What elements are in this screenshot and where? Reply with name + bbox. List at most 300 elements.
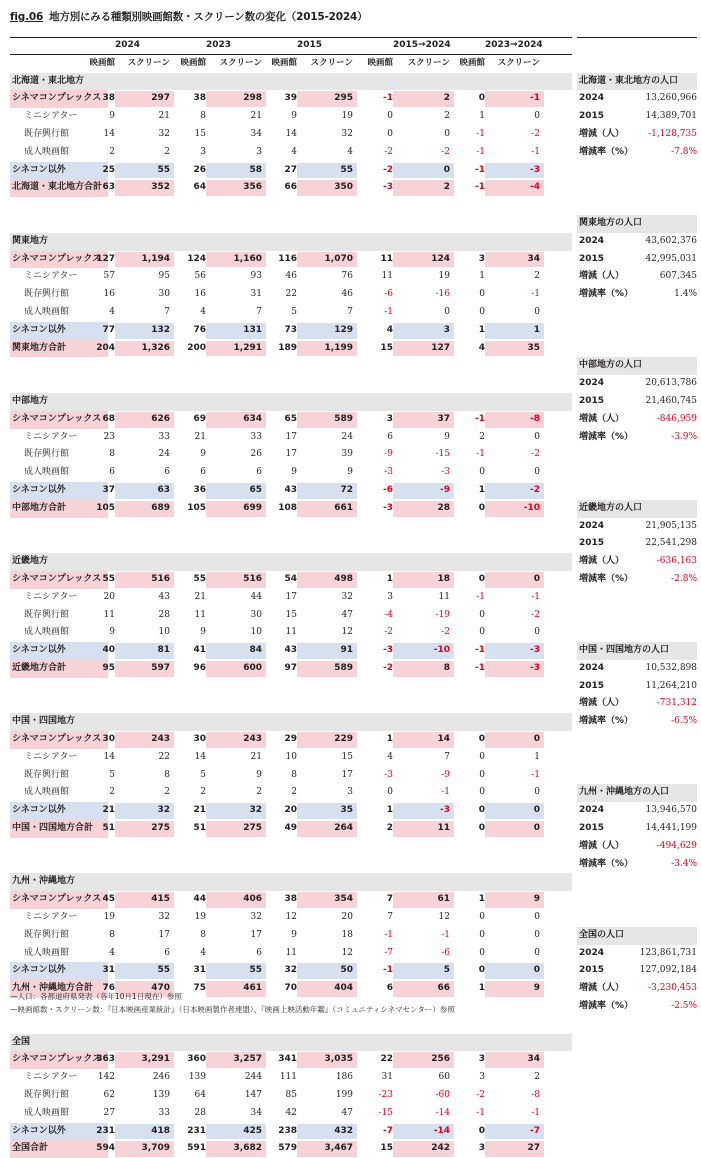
pop-label: 増減率（%） [579, 716, 634, 727]
value-cell: 75 [193, 983, 206, 994]
value-cell: 661 [334, 502, 353, 513]
value-cell: -1 [531, 1107, 540, 1118]
value-cell: 1 [534, 751, 540, 762]
value-cell: 2 [444, 111, 450, 122]
value-cell: 8 [109, 449, 115, 460]
pop-row [577, 678, 697, 696]
region-total-row [10, 500, 572, 518]
cinema-complex-row [10, 251, 572, 269]
sub-category-row [10, 589, 572, 607]
sub-category-row [10, 1105, 572, 1123]
row-label: 既存興行館 [24, 769, 70, 780]
pop-spacer [577, 162, 697, 180]
value-cell: 28 [194, 1107, 206, 1118]
row-label: ミニシアター [24, 431, 78, 442]
value-cell: 200 [187, 342, 206, 353]
value-cell: 91 [340, 645, 353, 656]
value-cell: 12 [285, 912, 297, 923]
value-cell: 15 [380, 342, 393, 353]
non-cinecon-row [10, 802, 572, 820]
value-cell: -3 [384, 467, 393, 478]
value-cell: -3 [441, 467, 450, 478]
value-cell: 1 [478, 894, 485, 905]
value-cell: 73 [284, 324, 297, 335]
pop-spacer [577, 304, 697, 322]
value-cell: 19 [438, 271, 450, 282]
value-cell: 96 [193, 662, 206, 673]
sub-category-row [10, 624, 572, 642]
period-header-row [10, 37, 572, 55]
pop-value: 42,995,031 [645, 253, 697, 264]
value-cell: 29 [284, 734, 297, 745]
value-cell: -7 [384, 947, 393, 958]
value-cell: 15 [194, 128, 206, 139]
value-cell: -1 [441, 929, 450, 940]
pop-title [577, 215, 697, 233]
row-label: 既存興行館 [24, 609, 70, 620]
sub-category-row [10, 1087, 572, 1105]
spacer [10, 357, 572, 375]
value-cell: 6 [109, 467, 115, 478]
row-label: 北海道・東北地方合計 [10, 179, 108, 197]
region-name: 全国 [12, 1036, 31, 1047]
pop-spacer [577, 767, 697, 785]
pop-value: -636,163 [656, 556, 697, 567]
value-cell: 38 [193, 93, 206, 104]
value-cell: 38 [284, 894, 297, 905]
pop-value: 13,260,966 [645, 93, 697, 104]
value-cell: 47 [341, 609, 353, 620]
region-name: 関東地方 [12, 235, 49, 246]
value-cell: 22 [158, 751, 170, 762]
pop-spacer [577, 589, 697, 607]
cinema-complex-row [10, 90, 572, 108]
value-cell: 4 [109, 306, 115, 317]
value-cell: 0 [479, 912, 485, 923]
region-name: 近畿地方 [12, 556, 49, 567]
unit-header: 映画館 [180, 57, 206, 68]
value-cell: 21 [250, 751, 262, 762]
value-cell: -8 [531, 1090, 540, 1101]
value-cell: 27 [527, 1143, 540, 1154]
value-cell: -2 [384, 627, 393, 638]
value-cell: -1 [476, 449, 485, 460]
value-cell: 32 [341, 128, 353, 139]
value-cell: 352 [151, 182, 170, 193]
value-cell: 189 [278, 342, 297, 353]
value-cell: -1 [476, 146, 485, 157]
pop-value: -7.8% [671, 146, 697, 157]
value-cell: 0 [479, 751, 485, 762]
value-cell: 1 [386, 573, 393, 584]
value-cell: 1 [386, 734, 393, 745]
value-cell: 0 [478, 502, 485, 513]
pop-label: 2015 [579, 395, 605, 406]
pop-row [577, 838, 697, 856]
unit-header: 映画館 [459, 57, 485, 68]
cinema-complex-row [10, 891, 572, 909]
value-cell: 18 [341, 929, 353, 940]
pop-value: 127,092,184 [639, 965, 697, 976]
value-cell: 0 [444, 306, 450, 317]
value-cell: 6 [164, 947, 170, 958]
value-cell: 406 [243, 894, 262, 905]
value-cell: 127 [431, 342, 450, 353]
pop-label: 2024 [579, 235, 605, 246]
value-cell: -2 [531, 609, 540, 620]
value-cell: 10 [158, 627, 170, 638]
spacer [10, 215, 572, 233]
value-cell: 55 [340, 164, 353, 175]
sub-category-row [10, 126, 572, 144]
value-cell: 1 [479, 271, 485, 282]
row-label: シネコン以外 [10, 322, 108, 340]
spacer [10, 678, 572, 696]
pop-label: 増減（人） [579, 698, 625, 709]
value-cell: 3,035 [324, 1054, 353, 1065]
row-label: ミニシアター [24, 751, 78, 762]
value-cell: 46 [341, 289, 353, 300]
sub-category-row [10, 784, 572, 802]
value-cell: 4 [291, 146, 297, 157]
value-cell: 25 [102, 164, 115, 175]
pop-row [577, 802, 697, 820]
value-cell: 21 [193, 805, 206, 816]
sub-category-row [10, 286, 572, 304]
value-cell: 2 [534, 1072, 540, 1083]
value-cell: 2 [443, 93, 450, 104]
value-cell: 8 [291, 769, 297, 780]
row-label: シネコン以外 [10, 962, 108, 980]
region-total-row [10, 1140, 572, 1158]
row-label: ミニシアター [24, 591, 78, 602]
value-cell: 0 [479, 787, 485, 798]
region-header [10, 713, 572, 731]
value-cell: 297 [151, 93, 170, 104]
value-cell: 298 [243, 93, 262, 104]
pop-value: -3.9% [671, 431, 697, 442]
value-cell: -4 [530, 182, 540, 193]
period-header: 2015 [297, 40, 323, 50]
value-cell: 4 [386, 324, 393, 335]
value-cell: 54 [284, 573, 297, 584]
value-cell: -2 [531, 449, 540, 460]
value-cell: -60 [435, 1090, 450, 1101]
value-cell: 58 [249, 164, 262, 175]
value-cell: 3 [479, 1072, 485, 1083]
region-header [10, 553, 572, 571]
value-cell: 11 [437, 823, 450, 834]
pop-row [577, 518, 697, 536]
value-cell: 7 [386, 894, 393, 905]
pop-label: 増減率（%） [579, 1001, 634, 1012]
value-cell: 108 [278, 502, 297, 513]
pop-title [577, 73, 697, 91]
value-cell: 516 [151, 573, 170, 584]
region-total-row [10, 820, 572, 838]
row-label: 成人映画館 [24, 947, 70, 958]
value-cell: 64 [194, 1090, 206, 1101]
value-cell: -1 [531, 591, 540, 602]
value-cell: 231 [96, 1125, 115, 1136]
value-cell: 1 [478, 324, 485, 335]
pop-row [577, 108, 697, 126]
pop-label: 2024 [579, 805, 605, 816]
pop-title [577, 642, 697, 660]
population-table [577, 37, 697, 1016]
pop-spacer [577, 340, 697, 358]
value-cell: 2 [534, 271, 540, 282]
value-cell: 81 [157, 645, 170, 656]
value-cell: 10 [250, 627, 262, 638]
value-cell: 275 [151, 823, 170, 834]
value-cell: 4 [200, 947, 206, 958]
sub-category-row [10, 767, 572, 785]
unit-header: 映画館 [271, 57, 297, 68]
value-cell: 0 [443, 164, 450, 175]
value-cell: 24 [341, 431, 353, 442]
value-cell: 15 [341, 751, 353, 762]
value-cell: 44 [250, 591, 262, 602]
pop-title [577, 357, 697, 375]
value-cell: 147 [244, 1090, 262, 1101]
pop-title-text: 中部地方の人口 [579, 360, 643, 371]
value-cell: 17 [285, 431, 297, 442]
header-rule [10, 37, 572, 38]
pop-spacer [577, 873, 697, 891]
pop-spacer [577, 731, 697, 749]
value-cell: 0 [444, 128, 450, 139]
sub-category-row [10, 429, 572, 447]
pop-row [577, 553, 697, 571]
unit-header: スクリーン [310, 57, 353, 68]
value-cell: -7 [530, 1125, 540, 1136]
value-cell: 22 [285, 289, 297, 300]
value-cell: 418 [151, 1125, 170, 1136]
value-cell: 626 [151, 413, 170, 424]
pop-value: -2.5% [671, 1001, 697, 1012]
value-cell: 35 [527, 342, 540, 353]
value-cell: 27 [103, 1107, 115, 1118]
value-cell: 0 [534, 787, 540, 798]
sub-category-row [10, 749, 572, 767]
value-cell: 9 [444, 431, 450, 442]
value-cell: 124 [187, 253, 206, 264]
value-cell: 17 [285, 449, 297, 460]
pop-row [577, 411, 697, 429]
pop-label: 2015 [579, 538, 605, 549]
value-cell: 231 [187, 1125, 206, 1136]
value-cell: 18 [437, 573, 450, 584]
value-cell: 4 [387, 751, 393, 762]
value-cell: 264 [334, 823, 353, 834]
value-cell: 3 [200, 146, 206, 157]
row-label: ミニシアター [24, 271, 78, 282]
value-cell: 3,709 [141, 1143, 170, 1154]
value-cell: 76 [341, 271, 353, 282]
value-cell: 14 [437, 734, 450, 745]
value-cell: 142 [97, 1072, 115, 1083]
pop-row [577, 535, 697, 553]
period-header: 2024 [115, 40, 141, 50]
row-label: シネコン以外 [10, 802, 108, 820]
pop-label: 増減（人） [579, 413, 625, 424]
value-cell: 243 [151, 734, 170, 745]
pop-row [577, 233, 697, 251]
value-cell: 600 [243, 662, 262, 673]
value-cell: 5 [443, 965, 450, 976]
value-cell: 30 [250, 609, 262, 620]
row-label: 中国・四国地方合計 [10, 820, 108, 838]
pop-label: 2024 [579, 947, 605, 958]
value-cell: -7 [383, 1125, 393, 1136]
value-cell: -2 [383, 164, 393, 175]
value-cell: 356 [243, 182, 262, 193]
pop-label: 増減（人） [579, 556, 625, 567]
value-cell: 11 [285, 947, 297, 958]
value-cell: 594 [96, 1143, 115, 1154]
value-cell: 0 [479, 467, 485, 478]
value-cell: -6 [441, 947, 450, 958]
value-cell: 1 [533, 324, 540, 335]
value-cell: 46 [285, 271, 297, 282]
pop-label: 2015 [579, 253, 605, 264]
value-cell: 139 [188, 1072, 206, 1083]
cinema-complex-row [10, 731, 572, 749]
pop-spacer [577, 322, 697, 340]
pop-row [577, 980, 697, 998]
pop-label: 2015 [579, 680, 605, 691]
value-cell: 9 [109, 111, 115, 122]
pop-spacer [577, 607, 697, 625]
pop-value: 11,264,210 [645, 680, 697, 691]
row-label: シネコン以外 [10, 162, 108, 180]
value-cell: 0 [533, 823, 540, 834]
value-cell: 49 [284, 823, 297, 834]
value-cell: -1 [383, 965, 393, 976]
value-cell: -2 [383, 662, 393, 673]
pop-label: 2015 [579, 823, 605, 834]
value-cell: 32 [250, 912, 262, 923]
value-cell: 50 [340, 965, 353, 976]
value-cell: 2 [256, 787, 262, 798]
value-cell: 7 [256, 306, 262, 317]
value-cell: -3 [384, 769, 393, 780]
value-cell: 3 [386, 413, 393, 424]
pop-row [577, 571, 697, 589]
unit-header-row [10, 55, 572, 73]
value-cell: 11 [381, 271, 393, 282]
value-cell: 2 [443, 182, 450, 193]
unit-header: 映画館 [89, 57, 115, 68]
pop-spacer [577, 749, 697, 767]
spacer [10, 695, 572, 713]
value-cell: -3 [383, 502, 393, 513]
value-cell: 3,257 [233, 1054, 262, 1065]
value-cell: 3 [443, 324, 450, 335]
value-cell: 77 [102, 324, 115, 335]
spacer [10, 375, 572, 393]
sub-category-row [10, 927, 572, 945]
region-name: 中国・四国地方 [12, 716, 76, 727]
value-cell: -1 [530, 93, 540, 104]
sub-category-row [10, 945, 572, 963]
value-cell: 1 [386, 805, 393, 816]
value-cell: 17 [341, 769, 353, 780]
value-cell: -2 [476, 1090, 485, 1101]
value-cell: 127 [96, 253, 115, 264]
value-cell: 57 [103, 271, 115, 282]
value-cell: 55 [157, 164, 170, 175]
row-label: 中部地方合計 [10, 500, 108, 518]
pop-title-text: 近畿地方の人口 [579, 502, 643, 513]
value-cell: 24 [158, 449, 170, 460]
value-cell: 2 [386, 823, 393, 834]
row-label: シネマコンプレックス [10, 1051, 108, 1069]
value-cell: 32 [157, 805, 170, 816]
pop-value: 10,532,898 [645, 662, 697, 673]
value-cell: -1 [475, 164, 485, 175]
value-cell: 8 [164, 769, 170, 780]
value-cell: 2 [291, 787, 297, 798]
value-cell: 65 [249, 484, 262, 495]
region-total-row [10, 660, 572, 678]
pop-value: 123,861,731 [639, 947, 697, 958]
value-cell: 432 [334, 1125, 353, 1136]
pop-row [577, 268, 697, 286]
value-cell: 6 [164, 467, 170, 478]
value-cell: 9 [291, 111, 297, 122]
sub-category-row [10, 268, 572, 286]
value-cell: 20 [103, 591, 115, 602]
pop-value: -846,959 [656, 413, 697, 424]
unit-header: スクリーン [497, 57, 540, 68]
value-cell: -9 [384, 449, 393, 460]
pop-value: 607,345 [659, 271, 697, 282]
value-cell: 0 [478, 805, 485, 816]
pop-label: 2024 [579, 662, 605, 673]
region-header [10, 73, 572, 91]
value-cell: 3 [256, 146, 262, 157]
value-cell: 5 [200, 769, 206, 780]
value-cell: 498 [334, 573, 353, 584]
value-cell: 45 [102, 894, 115, 905]
value-cell: 238 [278, 1125, 297, 1136]
pop-label: 増減率（%） [579, 858, 634, 869]
pop-spacer [577, 197, 697, 215]
pop-value: -3,230,453 [648, 983, 697, 994]
value-cell: 14 [103, 128, 115, 139]
value-cell: 27 [284, 164, 297, 175]
pop-row [577, 90, 697, 108]
value-cell: 23 [103, 431, 115, 442]
row-label: シネマコンプレックス [10, 731, 108, 749]
value-cell: 0 [479, 769, 485, 780]
value-cell: 470 [151, 983, 170, 994]
value-cell: 6 [386, 983, 393, 994]
value-cell: 2 [109, 787, 115, 798]
value-cell: 0 [479, 289, 485, 300]
pop-value: 13,946,570 [645, 805, 697, 816]
sub-category-row [10, 607, 572, 625]
row-label: シネマコンプレックス [10, 90, 108, 108]
value-cell: -1 [475, 645, 485, 656]
value-cell: -1 [384, 306, 393, 317]
value-cell: 6 [387, 431, 393, 442]
value-cell: 0 [387, 128, 393, 139]
value-cell: 33 [158, 1107, 170, 1118]
value-cell: 39 [284, 93, 297, 104]
